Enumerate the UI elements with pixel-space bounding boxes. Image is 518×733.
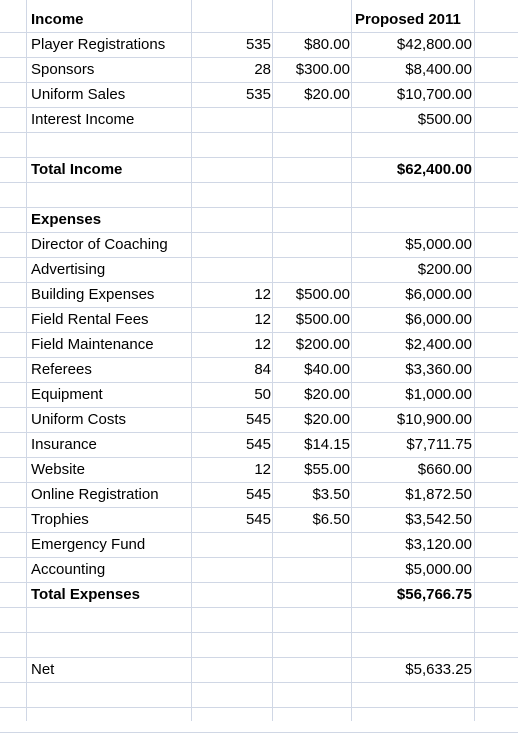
row-label[interactable]: Emergency Fund: [31, 536, 146, 553]
amount-cell[interactable]: $3,360.00: [405, 361, 472, 378]
row-label[interactable]: Total Income: [31, 161, 123, 178]
table-row: [0, 558, 518, 583]
row-label[interactable]: Sponsors: [31, 61, 95, 78]
table-row: [0, 233, 518, 258]
row-label[interactable]: Field Maintenance: [31, 336, 154, 353]
table-row: [0, 358, 518, 383]
amount-cell[interactable]: $500.00: [417, 111, 472, 128]
quantity-cell[interactable]: 12: [254, 311, 271, 328]
unit-price-cell[interactable]: $6.50: [312, 511, 350, 528]
amount-cell[interactable]: $3,120.00: [405, 536, 472, 553]
unit-price-cell[interactable]: $55.00: [304, 461, 350, 478]
table-row: [0, 208, 518, 233]
unit-price-cell[interactable]: $40.00: [304, 361, 350, 378]
table-row: [0, 458, 518, 483]
table-row: [0, 308, 518, 333]
amount-cell[interactable]: $62,400.00: [396, 161, 472, 178]
unit-price-cell[interactable]: $20.00: [304, 411, 350, 428]
row-label[interactable]: Referees: [31, 361, 92, 378]
table-row: [0, 133, 518, 158]
unit-price-cell[interactable]: $500.00: [295, 311, 350, 328]
unit-price-cell[interactable]: $14.15: [304, 436, 350, 453]
amount-cell[interactable]: $8,400.00: [405, 61, 472, 78]
amount-cell[interactable]: $1,000.00: [405, 386, 472, 403]
quantity-cell[interactable]: 12: [254, 336, 271, 353]
table-row: [0, 608, 518, 633]
row-label[interactable]: Player Registrations: [31, 36, 166, 53]
table-row: [0, 583, 518, 608]
quantity-cell[interactable]: 50: [254, 386, 271, 403]
quantity-cell[interactable]: 28: [254, 61, 271, 78]
unit-price-cell[interactable]: $20.00: [304, 386, 350, 403]
table-row: [0, 83, 518, 108]
amount-cell[interactable]: $10,900.00: [396, 411, 472, 428]
table-row: [0, 433, 518, 458]
unit-price-cell[interactable]: $3.50: [312, 486, 350, 503]
table-row: [0, 158, 518, 183]
unit-price-cell[interactable]: $300.00: [295, 61, 350, 78]
row-label[interactable]: Field Rental Fees: [31, 311, 149, 328]
unit-price-cell[interactable]: $80.00: [304, 36, 350, 53]
quantity-cell[interactable]: 545: [245, 486, 271, 503]
row-label[interactable]: Total Expenses: [31, 586, 140, 603]
amount-cell[interactable]: $5,000.00: [405, 236, 472, 253]
unit-price-cell[interactable]: $500.00: [295, 286, 350, 303]
amount-cell[interactable]: $42,800.00: [396, 36, 472, 53]
table-row: [0, 683, 518, 708]
row-label[interactable]: Trophies: [31, 511, 89, 528]
table-row: [0, 508, 518, 533]
quantity-cell[interactable]: 84: [254, 361, 271, 378]
quantity-cell[interactable]: 545: [245, 411, 271, 428]
amount-cell[interactable]: $5,633.25: [405, 661, 472, 678]
amount-cell[interactable]: $2,400.00: [405, 336, 472, 353]
table-row: [0, 58, 518, 83]
row-label[interactable]: Uniform Sales: [31, 86, 126, 103]
amount-cell[interactable]: $6,000.00: [405, 286, 472, 303]
row-label[interactable]: Online Registration: [31, 486, 159, 503]
table-row: [0, 633, 518, 658]
row-label[interactable]: Interest Income: [31, 111, 135, 128]
row-label[interactable]: Website: [31, 461, 85, 478]
amount-cell[interactable]: $10,700.00: [396, 86, 472, 103]
amount-cell[interactable]: Proposed 2011: [355, 11, 461, 28]
row-label[interactable]: Accounting: [31, 561, 106, 578]
quantity-cell[interactable]: 535: [245, 36, 271, 53]
amount-cell[interactable]: $5,000.00: [405, 561, 472, 578]
amount-cell[interactable]: $56,766.75: [396, 586, 472, 603]
table-row: [0, 108, 518, 133]
table-row: [0, 283, 518, 308]
row-label[interactable]: Uniform Costs: [31, 411, 127, 428]
row-label[interactable]: Expenses: [31, 211, 102, 228]
amount-cell[interactable]: $660.00: [417, 461, 472, 478]
table-row: [0, 33, 518, 58]
unit-price-cell[interactable]: $200.00: [295, 336, 350, 353]
row-label[interactable]: Equipment: [31, 386, 103, 403]
amount-cell[interactable]: $200.00: [417, 261, 472, 278]
row-label[interactable]: Advertising: [31, 261, 106, 278]
amount-cell[interactable]: $6,000.00: [405, 311, 472, 328]
table-row: [0, 408, 518, 433]
table-row: [0, 8, 518, 33]
amount-cell[interactable]: $1,872.50: [405, 486, 472, 503]
table-row: [0, 483, 518, 508]
table-row: [0, 533, 518, 558]
amount-cell[interactable]: $7,711.75: [406, 436, 472, 453]
row-label[interactable]: Net: [31, 661, 55, 678]
table-row: [0, 383, 518, 408]
quantity-cell[interactable]: 12: [254, 461, 271, 478]
row-label[interactable]: Income: [31, 11, 84, 28]
amount-cell[interactable]: $3,542.50: [405, 511, 472, 528]
table-row: [0, 333, 518, 358]
table-row: [0, 258, 518, 283]
row-label[interactable]: Director of Coaching: [31, 236, 168, 253]
quantity-cell[interactable]: 535: [245, 86, 271, 103]
unit-price-cell[interactable]: $20.00: [304, 86, 350, 103]
row-label[interactable]: Insurance: [31, 436, 97, 453]
quantity-cell[interactable]: 545: [245, 436, 271, 453]
table-row: [0, 658, 518, 683]
quantity-cell[interactable]: 545: [245, 511, 271, 528]
quantity-cell[interactable]: 12: [254, 286, 271, 303]
table-row: [0, 183, 518, 208]
row-label[interactable]: Building Expenses: [31, 286, 155, 303]
